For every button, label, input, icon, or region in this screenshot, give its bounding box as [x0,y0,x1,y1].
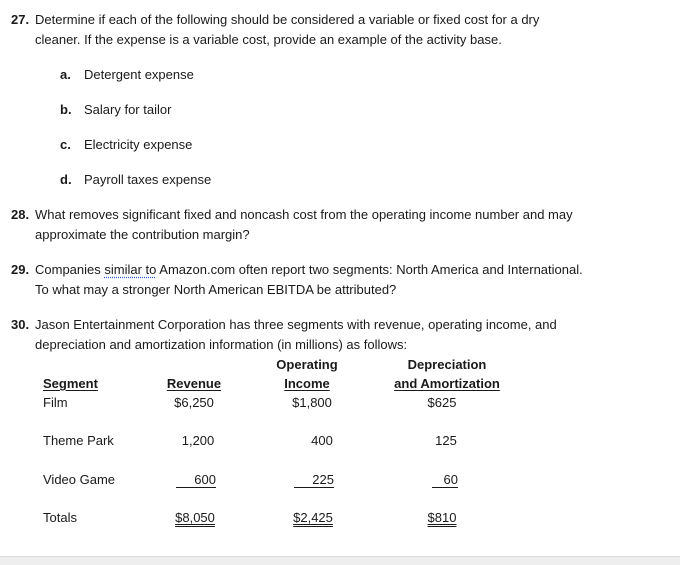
item-c-text: Electricity expense [84,137,193,152]
row-film-depreciation: $625 [427,395,457,410]
question-29-line-1 [35,262,583,277]
question-28-number: 28. [11,207,30,222]
row-totals-operating: $2,425 [293,510,333,525]
item-a-letter: a. [60,67,71,82]
row-film-operating: $1,800 [292,395,332,410]
row-video-game-revenue: 600 [176,472,216,488]
question-29-number: 29. [11,262,30,277]
q29-text-end: Amazon.com often report two segments: North America and International. [156,262,583,277]
row-theme-park-operating: 400 [311,433,333,448]
question-28-line-1: What removes significant fixed and noncash cost from the operating income number and may [35,207,573,222]
item-d-text: Payroll taxes expense [84,172,212,187]
question-27-line-2: cleaner. If the expense is a variable cost, provide an example of the activity base. [35,32,502,47]
q29-text-start: Companies [35,262,105,277]
question-30-line-1: Jason Entertainment Corporation has three segments with revenue, operating income, and [35,317,557,332]
row-theme-park-segment: Theme Park [43,433,114,448]
question-29-line-2: To what may a stronger North American EBITDA be attributed? [35,282,397,297]
item-b-letter: b. [60,102,72,117]
item-c-letter: c. [60,137,71,152]
item-d-letter: d. [60,172,72,187]
item-b-text: Salary for tailor [84,102,172,117]
header-revenue: Revenue [166,376,222,391]
row-totals-depreciation: $810 [427,510,457,525]
question-30-line-2: depreciation and amortization information (in millions) as follows: [35,337,408,352]
header-amortization: and Amortization [394,376,500,391]
question-27-number: 27. [11,12,30,27]
item-a-text: Detergent expense [84,67,194,82]
row-video-game-operating: 225 [294,472,334,488]
header-operating: Operating [276,357,338,372]
question-28-line-2: approximate the contribution margin? [35,227,250,242]
row-totals-revenue: $8,050 [175,510,215,525]
question-30-number: 30. [11,317,30,332]
question-27-line-1: Determine if each of the following should be considered a variable or fixed cost for a dry [35,12,540,27]
header-income: Income [284,376,330,391]
row-theme-park-revenue: 1,200 [181,433,215,448]
header-depreciation: Depreciation [407,357,487,372]
row-video-game-segment: Video Game [43,472,116,487]
row-theme-park-depreciation: 125 [435,433,457,448]
row-film-segment: Film [43,395,68,410]
grammar-flagged-phrase[interactable]: similar to [104,262,157,277]
header-segment: Segment [43,376,98,391]
row-totals-segment: Totals [43,510,77,525]
row-film-revenue: $6,250 [174,395,214,410]
row-video-game-depreciation: 60 [432,472,458,488]
